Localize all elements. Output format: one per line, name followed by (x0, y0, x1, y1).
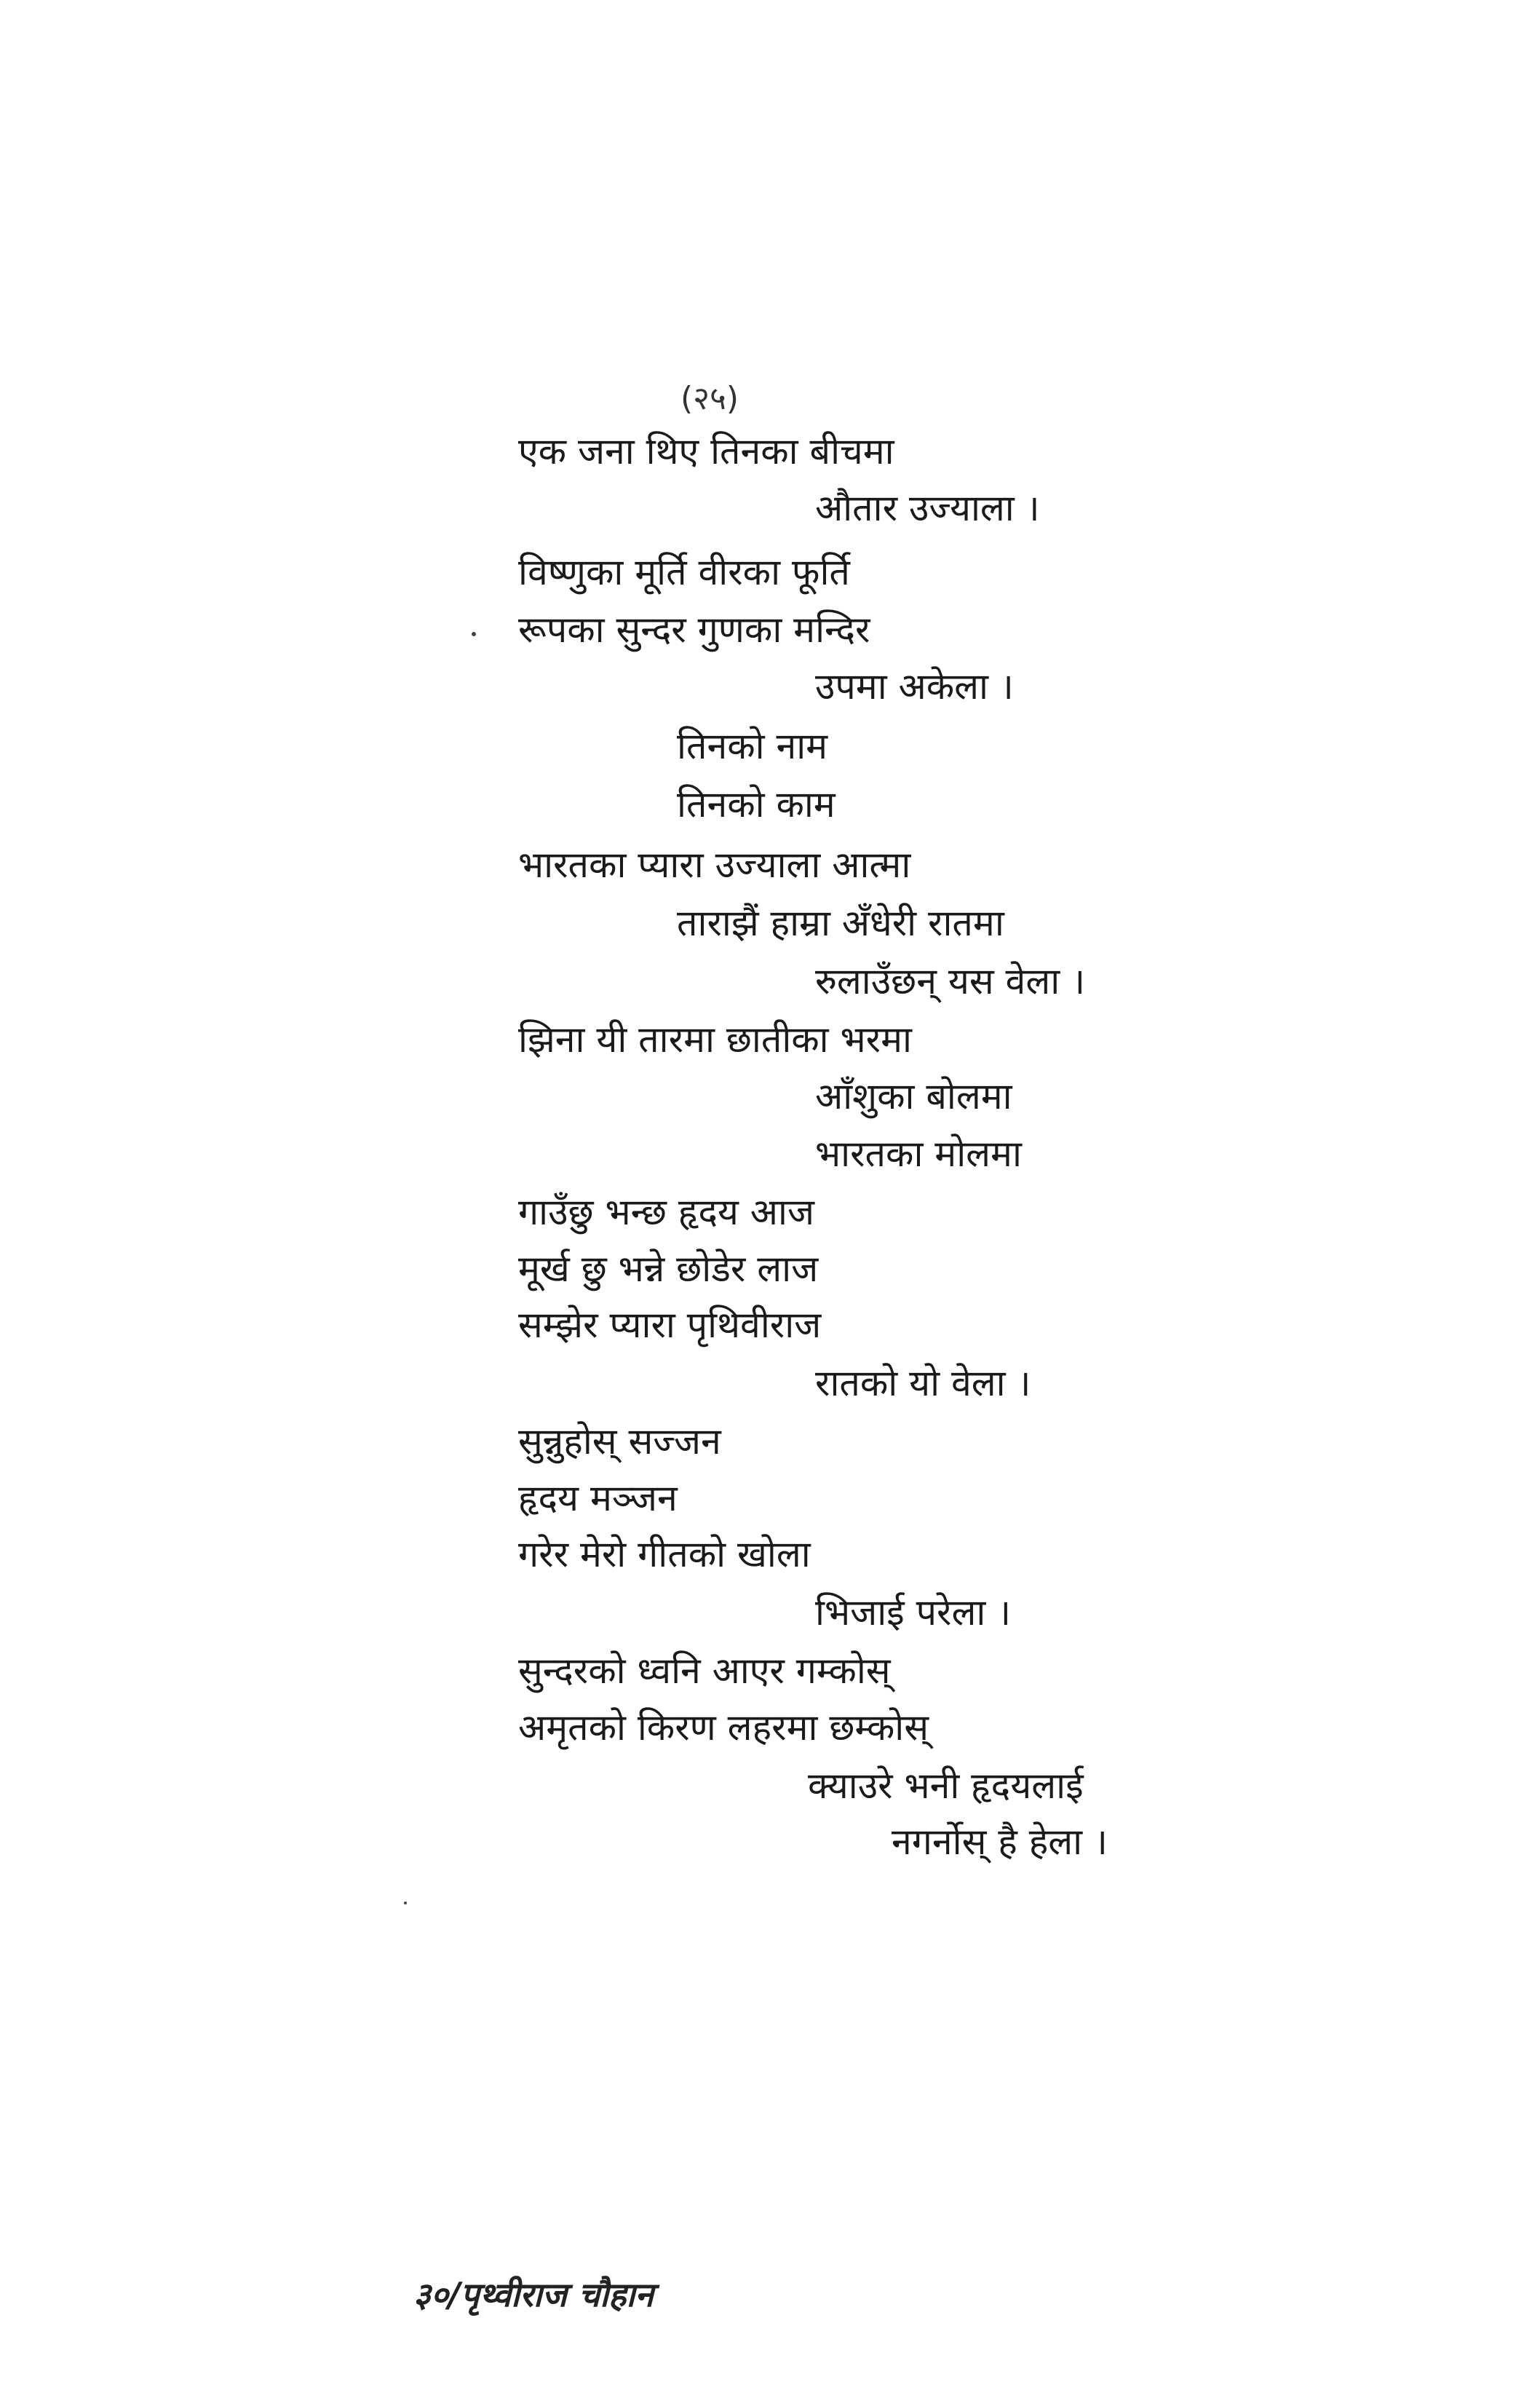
poem-line-16: सम्झेर प्यारा पृथिवीराज (518, 1304, 822, 1346)
poem-line-25: नगर्नोस् है हेला । (892, 1821, 1108, 1863)
poem-line-7: तिनको काम (677, 783, 836, 826)
poem-line-15: मूर्ख छु भन्ने छोडेर लाज (518, 1248, 819, 1290)
scan-speck (472, 632, 476, 636)
poem-line-23: अमृतको किरण लहरमा छम्कोस् (518, 1706, 929, 1749)
poem-line-3: विष्णुका मूर्ति वीरका फूर्ति (518, 551, 850, 593)
page-footer: ३०/पृथ्वीराज चौहान (413, 2275, 654, 2314)
poem-line-22: सुन्दरको ध्वनि आएर गम्कोस् (518, 1650, 891, 1692)
poem-line-10: रुलाउँछन् यस वेला । (815, 960, 1086, 1002)
poem-line-6: तिनको नाम (677, 725, 828, 767)
poem-line-18: सुन्नुहोस् सज्जन (518, 1420, 721, 1463)
poem-line-17: रातको यो वेला । (815, 1362, 1031, 1404)
poem-line-9: ताराझैं हाम्रा अँधेरी रातमा (677, 902, 1004, 944)
poem-line-4: रूपका सुन्दर गुणका मन्दिर (518, 609, 870, 651)
poem-line-13: भारतका मोलमा (815, 1133, 1022, 1175)
scan-speck (404, 1902, 407, 1904)
poem-line-8: भारतका प्यारा उज्याला आत्मा (518, 844, 911, 886)
poem-line-5: उपमा अकेला । (815, 665, 1014, 708)
poem-line-20: गरेर मेरो गीतको खोला (518, 1533, 811, 1575)
poem-line-14: गाउँछु भन्छ हृदय आज (518, 1191, 814, 1233)
poem-line-21: भिजाई परेला । (815, 1591, 1012, 1634)
poem-line-24: क्याउरे भनी हृदयलाई (808, 1765, 1084, 1807)
poem-line-11: झिना यी तारमा छातीका भरमा (518, 1018, 912, 1061)
poem-line-12: आँशुका बोलमा (815, 1075, 1012, 1117)
poem-line-2: औतार उज्याला । (815, 487, 1040, 529)
poem-line-1: एक जना थिए तिनका बीचमा (518, 430, 894, 472)
poem-line-19: हृदय मञ्जन (518, 1477, 678, 1519)
poem-number: (२५) (680, 380, 739, 417)
